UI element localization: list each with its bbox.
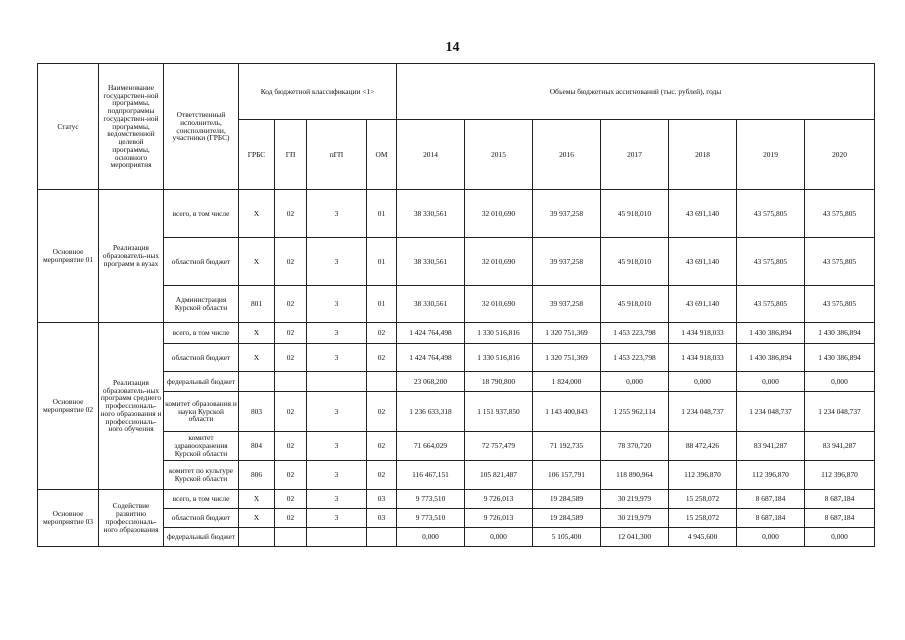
table-row (38, 528, 875, 547)
value-cell-2018: 1 234 048,737 (669, 392, 737, 432)
value-cell-2015: 32 010,690 (465, 238, 533, 286)
header-year-2018: 2018 (669, 120, 737, 190)
header-code-grbs: ГРБС (239, 120, 275, 190)
value-cell-2015: 0,000 (465, 528, 533, 547)
value-cell-2017: 78 370,720 (601, 432, 669, 461)
status-cell: Основное мероприятие 03 (38, 490, 99, 547)
header-row-1 (38, 64, 875, 120)
code-om-cell: 03 (367, 509, 397, 528)
value-cell-2014: 71 664,029 (397, 432, 465, 461)
value-cell-2020: 43 575,805 (805, 190, 875, 238)
code-gp-cell: 02 (275, 238, 307, 286)
value-cell-2016: 5 105,400 (533, 528, 601, 547)
table-row (38, 392, 875, 432)
value-cell-2014: 0,000 (397, 528, 465, 547)
executor-cell: областной бюджет (164, 238, 239, 286)
value-cell-2019: 112 396,870 (737, 461, 805, 490)
value-cell-2020: 83 941,287 (805, 432, 875, 461)
value-cell-2018: 43 691,140 (669, 238, 737, 286)
executor-cell: всего, в том числе (164, 190, 239, 238)
value-cell-2017: 45 918,010 (601, 286, 669, 323)
code-om-cell: 02 (367, 344, 397, 372)
value-cell-2017: 45 918,010 (601, 238, 669, 286)
page-number: 14 (445, 40, 460, 55)
value-cell-2018: 1 434 918,033 (669, 344, 737, 372)
code-grbs-cell: 803 (239, 392, 275, 432)
code-gp-cell: 02 (275, 490, 307, 509)
value-cell-2014: 9 773,510 (397, 509, 465, 528)
program-name-cell: Реализация образователь-ных программ среднего профессиональ-ного образования и профессиональ-ного обучения (99, 323, 164, 490)
value-cell-2017: 45 918,010 (601, 190, 669, 238)
header-year-2019: 2019 (737, 120, 805, 190)
value-cell-2019: 1 234 048,737 (737, 392, 805, 432)
value-cell-2019: 8 687,184 (737, 490, 805, 509)
value-cell-2018: 43 691,140 (669, 286, 737, 323)
code-pgp-cell: 3 (307, 344, 367, 372)
value-cell-2020: 8 687,184 (805, 509, 875, 528)
header-code-om: ОМ (367, 120, 397, 190)
code-pgp-cell: 3 (307, 509, 367, 528)
code-pgp-cell: 3 (307, 323, 367, 344)
code-grbs-cell (239, 372, 275, 392)
table-row (38, 286, 875, 323)
value-cell-2015: 1 330 516,816 (465, 323, 533, 344)
table-row (38, 323, 875, 344)
value-cell-2018: 15 258,072 (669, 490, 737, 509)
value-cell-2015: 18 790,800 (465, 372, 533, 392)
value-cell-2019: 0,000 (737, 528, 805, 547)
header-year-2016: 2016 (533, 120, 601, 190)
code-om-cell: 02 (367, 432, 397, 461)
code-gp-cell: 02 (275, 323, 307, 344)
code-grbs-cell: 804 (239, 432, 275, 461)
table-row (38, 238, 875, 286)
code-gp-cell: 02 (275, 461, 307, 490)
value-cell-2017: 118 890,964 (601, 461, 669, 490)
table-row (38, 190, 875, 238)
code-om-cell: 01 (367, 238, 397, 286)
header-executor: Ответственный исполнитель, соисполнители, участники (ГРБС) (164, 64, 239, 190)
value-cell-2018: 4 945,600 (669, 528, 737, 547)
value-cell-2018: 0,000 (669, 372, 737, 392)
executor-cell: федеральный бюджет (164, 372, 239, 392)
table-row (38, 372, 875, 392)
code-om-cell (367, 372, 397, 392)
value-cell-2020: 8 687,184 (805, 490, 875, 509)
value-cell-2014: 38 330,561 (397, 190, 465, 238)
code-grbs-cell: Х (239, 238, 275, 286)
code-pgp-cell: 3 (307, 238, 367, 286)
value-cell-2014: 23 068,200 (397, 372, 465, 392)
value-cell-2020: 0,000 (805, 528, 875, 547)
code-gp-cell: 02 (275, 432, 307, 461)
value-cell-2014: 38 330,561 (397, 238, 465, 286)
value-cell-2016: 1 824,000 (533, 372, 601, 392)
value-cell-2019: 0,000 (737, 372, 805, 392)
code-om-cell: 02 (367, 461, 397, 490)
code-gp-cell: 02 (275, 286, 307, 323)
header-name: Наименование государствен-ной программы, подпрограммы государствен-ной программы, ведомственной целевой программы, основного мероприятия (99, 64, 164, 190)
value-cell-2014: 116 467,151 (397, 461, 465, 490)
code-gp-cell: 02 (275, 344, 307, 372)
value-cell-2018: 88 472,426 (669, 432, 737, 461)
table-row (38, 461, 875, 490)
header-code-pgp: пГП (307, 120, 367, 190)
status-cell: Основное мероприятие 01 (38, 190, 99, 323)
code-gp-cell (275, 528, 307, 547)
value-cell-2020: 0,000 (805, 372, 875, 392)
code-gp-cell: 02 (275, 190, 307, 238)
table-row (38, 432, 875, 461)
code-grbs-cell (239, 528, 275, 547)
value-cell-2016: 1 320 751,369 (533, 323, 601, 344)
program-name-cell: Реализация образователь-ных программ в вузах (99, 190, 164, 323)
code-grbs-cell: Х (239, 509, 275, 528)
code-grbs-cell: Х (239, 323, 275, 344)
code-grbs-cell: 801 (239, 286, 275, 323)
table-body (38, 64, 875, 547)
header-volumes-group: Объемы бюджетных ассигнований (тыс. рублей), годы (397, 64, 875, 120)
executor-cell: комитет по культуре Курской области (164, 461, 239, 490)
value-cell-2016: 39 937,258 (533, 238, 601, 286)
executor-cell: комитет здравоохранения Курской области (164, 432, 239, 461)
header-year-2017: 2017 (601, 120, 669, 190)
code-pgp-cell: 3 (307, 432, 367, 461)
value-cell-2019: 43 575,805 (737, 238, 805, 286)
executor-cell: федеральный бюджет (164, 528, 239, 547)
value-cell-2016: 39 937,258 (533, 286, 601, 323)
code-om-cell: 01 (367, 286, 397, 323)
value-cell-2014: 1 236 633,318 (397, 392, 465, 432)
value-cell-2019: 43 575,805 (737, 286, 805, 323)
executor-cell: всего, в том числе (164, 490, 239, 509)
value-cell-2017: 0,000 (601, 372, 669, 392)
value-cell-2019: 43 575,805 (737, 190, 805, 238)
value-cell-2019: 83 941,287 (737, 432, 805, 461)
value-cell-2015: 9 726,013 (465, 509, 533, 528)
value-cell-2018: 112 396,870 (669, 461, 737, 490)
value-cell-2019: 1 430 386,894 (737, 344, 805, 372)
value-cell-2014: 1 424 764,498 (397, 323, 465, 344)
code-pgp-cell: 3 (307, 190, 367, 238)
header-status: Статус (38, 64, 99, 190)
code-grbs-cell: Х (239, 344, 275, 372)
value-cell-2015: 9 726,013 (465, 490, 533, 509)
code-grbs-cell: Х (239, 190, 275, 238)
executor-cell: областной бюджет (164, 344, 239, 372)
value-cell-2017: 1 453 223,798 (601, 323, 669, 344)
value-cell-2020: 1 234 048,737 (805, 392, 875, 432)
value-cell-2020: 43 575,805 (805, 286, 875, 323)
value-cell-2015: 32 010,690 (465, 190, 533, 238)
value-cell-2018: 15 258,072 (669, 509, 737, 528)
value-cell-2017: 1 255 962,114 (601, 392, 669, 432)
value-cell-2018: 1 434 918,033 (669, 323, 737, 344)
value-cell-2019: 8 687,184 (737, 509, 805, 528)
value-cell-2015: 1 151 937,850 (465, 392, 533, 432)
value-cell-2020: 43 575,805 (805, 238, 875, 286)
code-om-cell: 03 (367, 490, 397, 509)
code-gp-cell: 02 (275, 509, 307, 528)
value-cell-2015: 72 757,479 (465, 432, 533, 461)
value-cell-2015: 1 330 516,816 (465, 344, 533, 372)
header-code-gp: ГП (275, 120, 307, 190)
value-cell-2016: 106 157,791 (533, 461, 601, 490)
executor-cell: областной бюджет (164, 509, 239, 528)
executor-cell: комитет образования и науки Курской области (164, 392, 239, 432)
value-cell-2015: 32 010,690 (465, 286, 533, 323)
executor-cell: Администрация Курской области (164, 286, 239, 323)
header-year-2015: 2015 (465, 120, 533, 190)
value-cell-2016: 19 284,589 (533, 490, 601, 509)
value-cell-2020: 1 430 386,894 (805, 344, 875, 372)
program-name-cell: Содействие развитию профессиональ-ного образования (99, 490, 164, 547)
code-om-cell: 02 (367, 392, 397, 432)
code-gp-cell: 02 (275, 392, 307, 432)
value-cell-2019: 1 430 386,894 (737, 323, 805, 344)
table-row (38, 344, 875, 372)
value-cell-2016: 1 320 751,369 (533, 344, 601, 372)
code-gp-cell (275, 372, 307, 392)
code-om-cell (367, 528, 397, 547)
value-cell-2015: 105 821,487 (465, 461, 533, 490)
header-year-2020: 2020 (805, 120, 875, 190)
table-row (38, 490, 875, 509)
code-om-cell: 02 (367, 323, 397, 344)
value-cell-2017: 30 219,979 (601, 509, 669, 528)
table-row (38, 509, 875, 528)
status-cell: Основное мероприятие 02 (38, 323, 99, 490)
value-cell-2014: 1 424 764,498 (397, 344, 465, 372)
value-cell-2016: 1 143 400,843 (533, 392, 601, 432)
value-cell-2014: 9 773,510 (397, 490, 465, 509)
value-cell-2017: 1 453 223,798 (601, 344, 669, 372)
value-cell-2016: 39 937,258 (533, 190, 601, 238)
code-pgp-cell: 3 (307, 490, 367, 509)
code-grbs-cell: 806 (239, 461, 275, 490)
code-pgp-cell: 3 (307, 286, 367, 323)
code-pgp-cell: 3 (307, 392, 367, 432)
code-grbs-cell: Х (239, 490, 275, 509)
code-pgp-cell: 3 (307, 461, 367, 490)
value-cell-2016: 19 284,589 (533, 509, 601, 528)
value-cell-2020: 1 430 386,894 (805, 323, 875, 344)
code-pgp-cell (307, 528, 367, 547)
code-om-cell: 01 (367, 190, 397, 238)
executor-cell: всего, в том числе (164, 323, 239, 344)
value-cell-2017: 12 041,300 (601, 528, 669, 547)
value-cell-2014: 38 330,561 (397, 286, 465, 323)
value-cell-2017: 30 219,979 (601, 490, 669, 509)
value-cell-2016: 71 192,735 (533, 432, 601, 461)
header-bcc-group: Код бюджетной классификации <1> (239, 64, 397, 120)
value-cell-2018: 43 691,140 (669, 190, 737, 238)
code-pgp-cell (307, 372, 367, 392)
header-year-2014: 2014 (397, 120, 465, 190)
value-cell-2020: 112 396,870 (805, 461, 875, 490)
budget-table (37, 63, 875, 547)
